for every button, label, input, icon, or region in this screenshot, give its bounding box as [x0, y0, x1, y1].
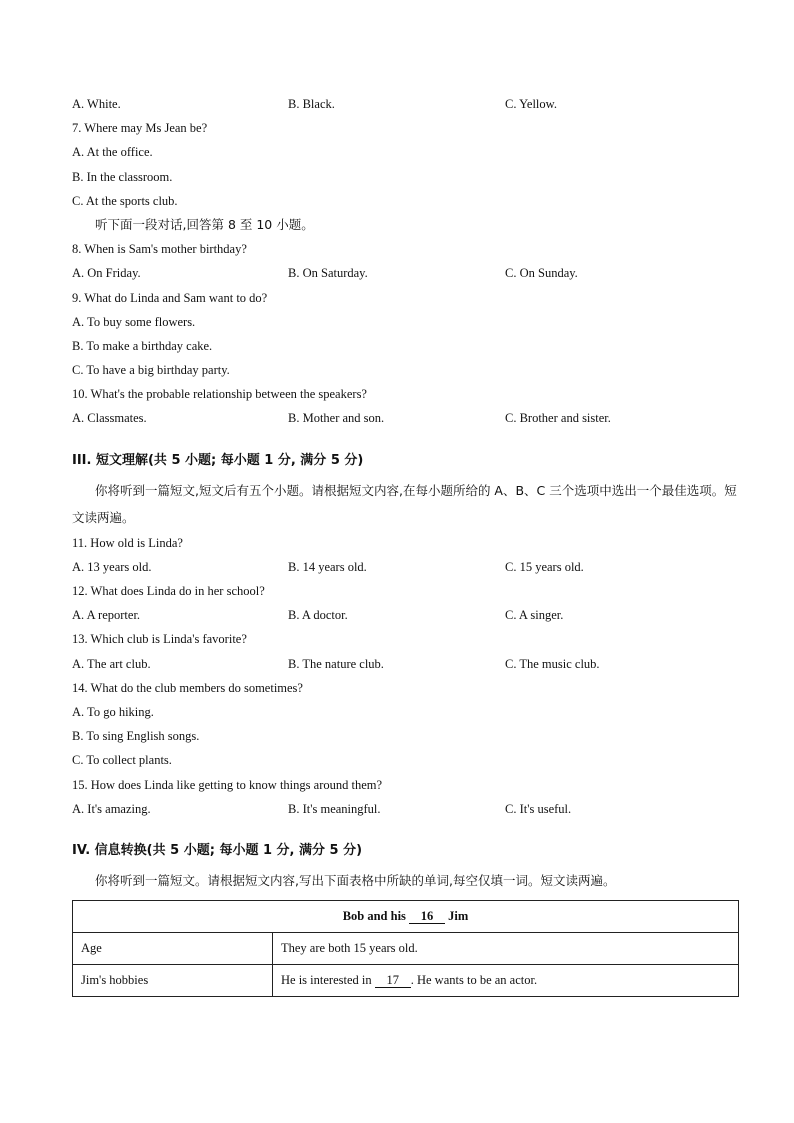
q10-option-a: A. Classmates. — [72, 411, 147, 426]
q9-option-a: A. To buy some flowers. — [72, 314, 196, 329]
table-row — [73, 964, 739, 996]
q8-option-b: B. On Saturday. — [288, 266, 368, 281]
instruction-8-10: 听下面一段对话,回答第 8 至 10 小题。 — [95, 216, 314, 232]
info-table — [72, 900, 739, 997]
q15-option-c: C. It's useful. — [505, 801, 572, 816]
table-row-value-post: . He wants to be an actor. — [410, 972, 538, 987]
blank-16[interactable]: 16 — [409, 909, 445, 924]
q6-option-b: B. Black. — [288, 97, 335, 111]
q11-question: 11. How old is Linda? — [72, 535, 183, 550]
q12-option-c: C. A singer. — [505, 608, 564, 623]
q13-option-b: B. The nature club. — [288, 656, 384, 671]
q15-option-a: A. It's amazing. — [72, 801, 151, 816]
section-4-title: IV. 信息转换(共 5 小题; 每小题 1 分, 满分 5 分) — [72, 842, 363, 858]
table-row — [73, 932, 739, 964]
table-row-value — [273, 932, 739, 964]
section-3-instruction: 你将听到一篇短文,短文后有五个小题。请根据短文内容,在每小题所给的 A、B、C 三个选项中选出一个最佳选项。短文读两遍。 — [72, 482, 737, 525]
q8-options — [72, 261, 738, 285]
q15-question: 15. How does Linda like getting to know things around them? — [72, 777, 383, 792]
q7-question: 7. Where may Ms Jean be? — [72, 121, 208, 136]
q11-option-a: A. 13 years old. — [72, 559, 152, 574]
q14-option-a: A. To go hiking. — [72, 704, 154, 719]
section-4-instruction: 你将听到一篇短文。请根据短文内容,写出下面表格中所缺的单词,每空仅填一词。短文读两遍。 — [95, 872, 616, 888]
q10-option-b: B. Mother and son. — [288, 411, 385, 426]
q10-option-c: C. Brother and sister. — [505, 411, 611, 426]
q13-options — [72, 652, 738, 676]
table-header-pre: Bob and his — [342, 908, 410, 923]
q9-option-c: C. To have a big birthday party. — [72, 363, 230, 378]
table-row-label: Age — [73, 932, 273, 964]
q7-option-c: C. At the sports club. — [72, 193, 178, 208]
q14-option-c: C. To collect plants. — [72, 753, 172, 768]
q8-option-c: C. On Sunday. — [505, 266, 578, 281]
q9-option-b: B. To make a birthday cake. — [72, 338, 213, 353]
q11-option-c: C. 15 years old. — [505, 559, 584, 574]
table-row-value-text: They are both 15 years old. — [281, 940, 418, 955]
table-header — [73, 900, 739, 932]
q12-options — [72, 603, 738, 627]
section-3-title: III. 短文理解(共 5 小题; 每小题 1 分, 满分 5 分) — [72, 452, 364, 468]
q10-options — [72, 406, 738, 430]
q14-option-b: B. To sing English songs. — [72, 729, 200, 744]
q15-options — [72, 797, 738, 821]
q9-question: 9. What do Linda and Sam want to do? — [72, 290, 268, 305]
q7-option-b: B. In the classroom. — [72, 169, 173, 184]
exam-page — [72, 92, 738, 997]
q14-question: 14. What do the club members do sometimes? — [72, 680, 303, 695]
q6-option-c: C. Yellow. — [505, 97, 557, 111]
table-row-value-pre: He is interested in — [281, 972, 375, 987]
q12-option-a: A. A reporter. — [72, 608, 141, 623]
blank-17[interactable]: 17 — [375, 973, 411, 988]
q13-option-c: C. The music club. — [505, 656, 600, 671]
q6-option-a: A. White. — [72, 97, 121, 111]
q11-options — [72, 555, 738, 579]
q13-option-a: A. The art club. — [72, 656, 151, 671]
table-row-value — [273, 964, 739, 996]
q8-question: 8. When is Sam's mother birthday? — [72, 242, 247, 257]
table-row-label: Jim's hobbies — [73, 964, 273, 996]
q7-option-a: A. At the office. — [72, 145, 153, 160]
q6-options — [72, 92, 738, 116]
q12-question: 12. What does Linda do in her school? — [72, 584, 265, 598]
q11-option-b: B. 14 years old. — [288, 559, 367, 574]
q15-option-b: B. It's meaningful. — [288, 801, 381, 816]
q10-question: 10. What's the probable relationship between the speakers? — [72, 387, 367, 402]
q12-option-b: B. A doctor. — [288, 608, 348, 623]
table-header-row — [73, 900, 739, 932]
q13-question: 13. Which club is Linda's favorite? — [72, 632, 247, 647]
table-header-post: Jim — [445, 908, 469, 923]
q8-option-a: A. On Friday. — [72, 266, 141, 281]
